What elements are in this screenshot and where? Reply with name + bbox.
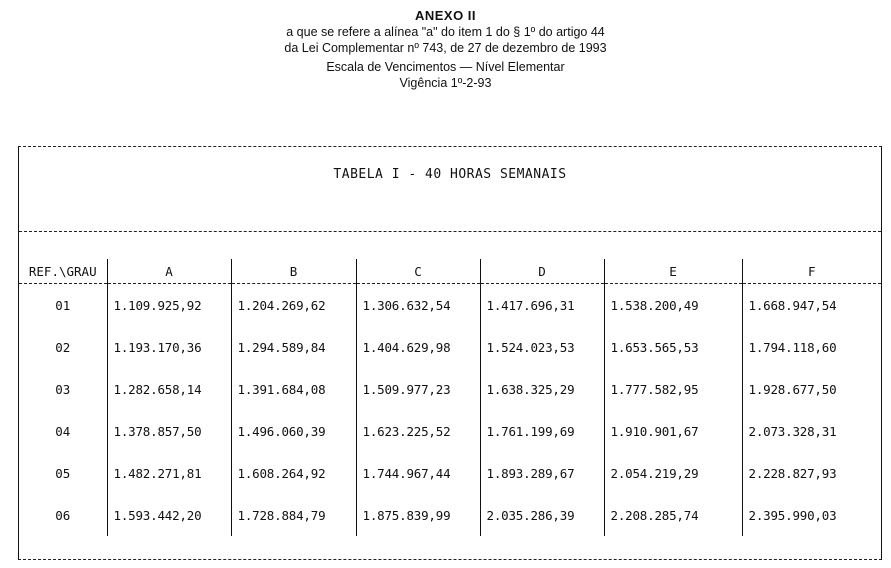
value-cell: 1.893.289,67 [480,452,604,494]
col-header-e: E [604,259,742,284]
value-cell: 1.623.225,52 [356,410,480,452]
col-header-c: C [356,259,480,284]
value-cell: 1.794.118,60 [742,326,881,368]
value-cell: 1.728.884,79 [231,494,356,536]
value-cell: 1.417.696,31 [480,284,604,327]
value-cell: 1.524.023,53 [480,326,604,368]
legal-reference-line-2: da Lei Complementar nº 743, de 27 de dezembro de 1993 [284,41,607,55]
scale-title: Escala de Vencimentos — Nível Elementar [326,60,565,74]
ref-cell: 05 [55,465,71,481]
value-cell: 1.875.839,99 [356,494,480,536]
value-cell: 1.668.947,54 [742,284,881,327]
value-cell: 1.306.632,54 [356,284,480,327]
value-cell: 1.653.565,53 [604,326,742,368]
value-cell: 1.482.271,81 [107,452,231,494]
value-cell: 2.208.285,74 [604,494,742,536]
col-header-ref-grau: REF.\GRAU [19,259,107,284]
value-cell: 1.109.925,92 [107,284,231,327]
table-row [19,326,881,368]
value-cell: 1.538.200,49 [604,284,742,327]
salary-table-frame [18,146,882,560]
value-cell: 1.910.901,67 [604,410,742,452]
table-row [19,452,881,494]
col-header-f: F [742,259,881,284]
ref-cell: 01 [55,297,71,313]
ref-cell: 02 [55,339,71,355]
value-cell: 1.378.857,50 [107,410,231,452]
value-cell: 2.035.286,39 [480,494,604,536]
title-separator [19,231,881,232]
table-header-row [19,259,881,284]
value-cell: 1.391.684,08 [231,368,356,410]
ref-cell: 06 [55,507,71,523]
ref-cell: 04 [55,423,71,439]
col-header-b: B [231,259,356,284]
value-cell: 1.282.658,14 [107,368,231,410]
value-cell: 1.638.325,29 [480,368,604,410]
value-cell: 2.395.990,03 [742,494,881,536]
value-cell: 2.228.827,93 [742,452,881,494]
table-row [19,368,881,410]
annex-title: ANEXO II [414,8,477,23]
value-cell: 1.593.442,20 [107,494,231,536]
ref-cell: 03 [55,381,71,397]
col-header-a: A [107,259,231,284]
table-row [19,410,881,452]
legal-reference-line-1: a que se refere a alínea "a" do item 1 do § 1º do artigo 44 [286,25,605,39]
table-row [19,494,881,536]
value-cell: 1.193.170,36 [107,326,231,368]
value-cell: 1.294.589,84 [231,326,356,368]
value-cell: 1.761.199,69 [480,410,604,452]
col-header-d: D [480,259,604,284]
value-cell: 1.777.582,95 [604,368,742,410]
salary-table [19,259,881,536]
value-cell: 1.204.269,62 [231,284,356,327]
table-title: TABELA I - 40 HORAS SEMANAIS [333,167,567,182]
value-cell: 2.054.219,29 [604,452,742,494]
value-cell: 1.496.060,39 [231,410,356,452]
value-cell: 1.744.967,44 [356,452,480,494]
value-cell: 2.073.328,31 [742,410,881,452]
value-cell: 1.928.677,50 [742,368,881,410]
value-cell: 1.608.264,92 [231,452,356,494]
document-header [0,8,891,91]
value-cell: 1.404.629,98 [356,326,480,368]
validity-date: Vigência 1º-2-93 [399,76,492,90]
table-row [19,284,881,327]
value-cell: 1.509.977,23 [356,368,480,410]
